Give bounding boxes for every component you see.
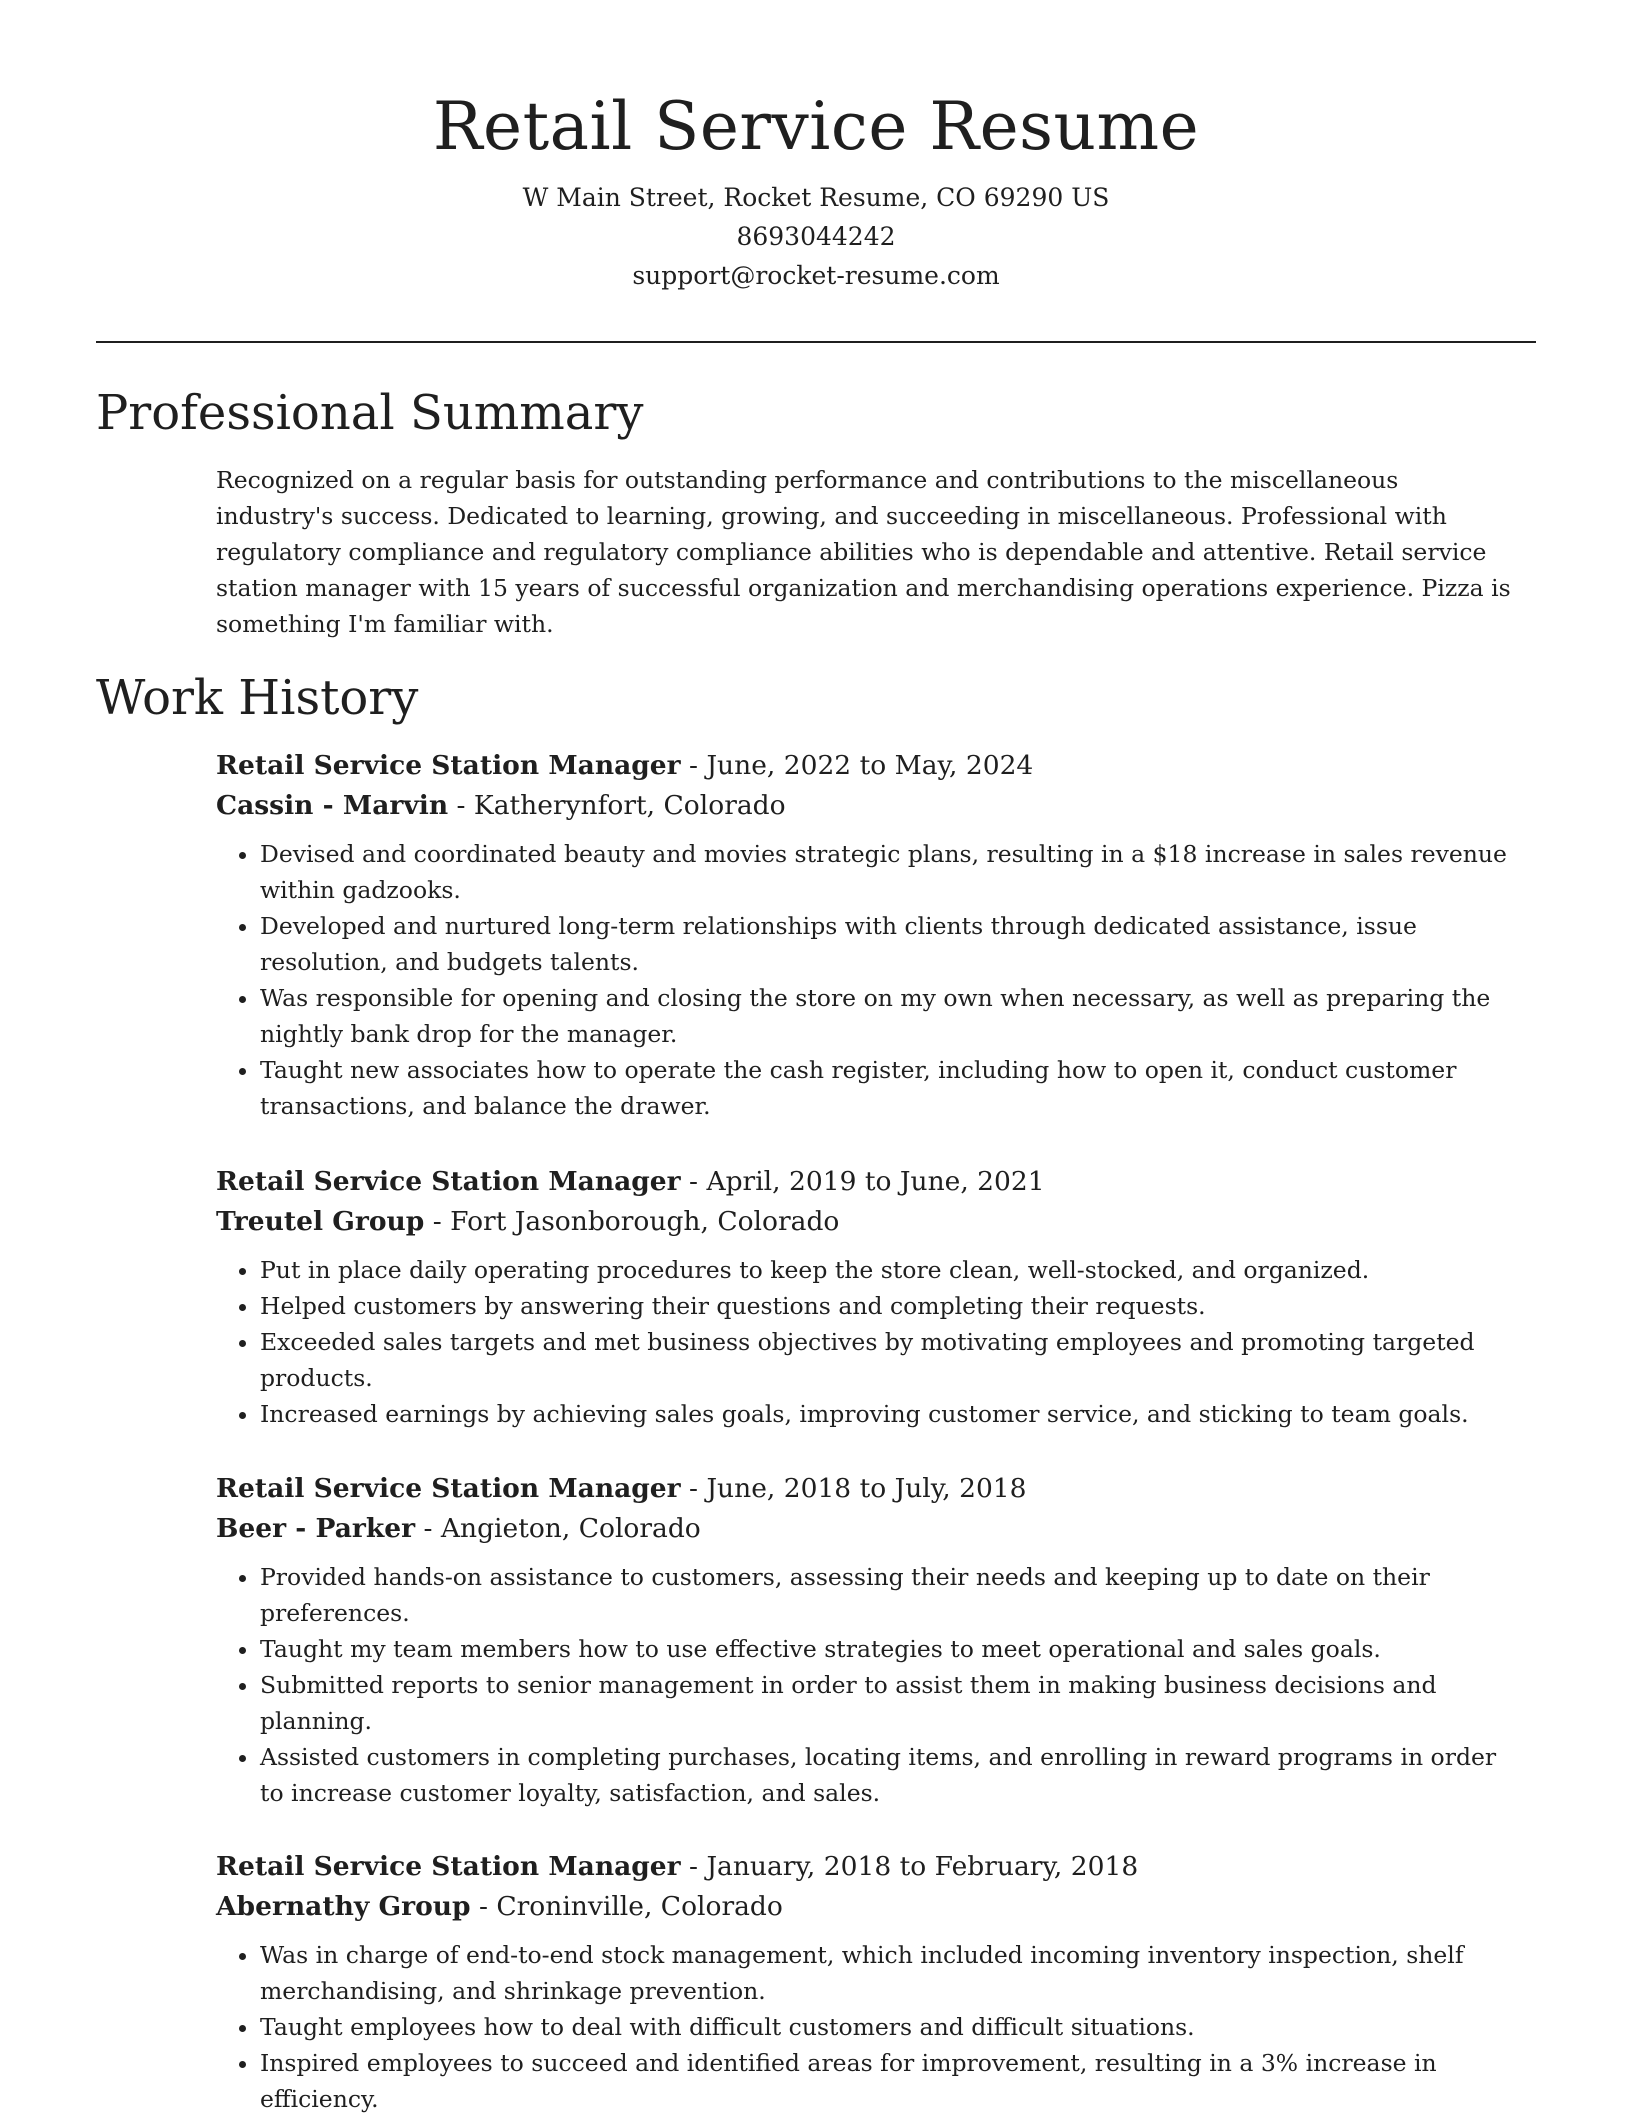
resume-header (96, 82, 1536, 295)
job-entry (216, 1847, 1526, 2117)
separator: - (680, 1166, 707, 1197)
job-duty-item: • Submitted reports to senior management in order to assist them in making business decisions and planning. (260, 1667, 1526, 1739)
job-dates: January, 2018 to February, 2018 (706, 1851, 1139, 1882)
job-company-line (216, 1202, 1526, 1242)
job-duty-item: • Devised and coordinated beauty and movies strategic plans, resulting in a $18 increase in sales revenue within gadzooks. (260, 836, 1526, 908)
header-divider (96, 341, 1536, 343)
separator: - (470, 1891, 497, 1922)
job-duties-list (216, 1559, 1526, 1811)
job-location: Fort Jasonborough, Colorado (450, 1206, 840, 1237)
job-duty-item: • Helped customers by answering their questions and completing their requests. (260, 1288, 1526, 1324)
job-title-line (216, 746, 1526, 786)
professional-summary-heading: Professional Summary (96, 385, 644, 441)
job-duty-item: • Was in charge of end-to-end stock management, which included incoming inventory inspection, shelf merchandising, and shrinkage prevention. (260, 1937, 1526, 2009)
job-title: Retail Service Station Manager (216, 1473, 681, 1504)
job-duty-item: • Taught new associates how to operate the cash register, including how to open it, conduct customer transactions, and balance the drawer. (260, 1052, 1526, 1124)
job-title-line (216, 1469, 1526, 1509)
separator: - (448, 790, 474, 821)
job-dates: June, 2022 to May, 2024 (706, 750, 1034, 781)
separator: - (680, 1851, 707, 1882)
job-duties-list (216, 1252, 1526, 1432)
job-duty-item: • Assisted customers in completing purchases, locating items, and enrolling in reward programs in order to increase customer loyalty, satisfaction, and sales. (260, 1739, 1526, 1811)
professional-summary-text: Recognized on a regular basis for outstanding performance and contributions to the miscellaneous industry's success. Dedicated to learning, growing, and succeeding in miscellaneous. Professional with regulatory compliance and regulatory compliance abilities who is dependable and attentive. Retail service station manager with 15 years of successful organization and merchandising operations experience. Pizza is something I'm familiar with. (216, 466, 1511, 638)
job-duties-list (216, 836, 1526, 1124)
work-history-heading: Work History (96, 670, 419, 726)
job-duty-item: • Exceeded sales targets and met business objectives by motivating employees and promoting targeted products. (260, 1324, 1526, 1396)
job-location: Croninville, Colorado (496, 1891, 783, 1922)
job-company-line (216, 1509, 1526, 1549)
job-duty-item: • Provided hands-on assistance to customers, assessing their needs and keeping up to date on their preferences. (260, 1559, 1526, 1631)
separator: - (680, 750, 707, 781)
document-title: Retail Service Resume (432, 88, 1200, 165)
job-company: Cassin - Marvin (216, 790, 449, 821)
job-duty-item: • Taught my team members how to use effective strategies to meet operational and sales goals. (260, 1631, 1526, 1667)
contact-address: W Main Street, Rocket Resume, CO 69290 US (522, 183, 1110, 212)
job-location: Angieton, Colorado (440, 1513, 701, 1544)
contact-phone: 8693044242 (736, 222, 896, 251)
job-duty-item: • Developed and nurtured long-term relationships with clients through dedicated assistance, issue resolution, and budgets talents. (260, 908, 1526, 980)
job-company-line (216, 786, 1526, 826)
job-entry (216, 1162, 1526, 1432)
job-dates: June, 2018 to July, 2018 (706, 1473, 1027, 1504)
job-title: Retail Service Station Manager (216, 750, 681, 781)
job-company-line (216, 1887, 1526, 1927)
job-title-line (216, 1162, 1526, 1202)
job-duty-item: • Put in place daily operating procedures to keep the store clean, well-stocked, and organized. (260, 1252, 1526, 1288)
separator: - (415, 1513, 441, 1544)
job-entry (216, 1469, 1526, 1811)
contact-email: support@rocket-resume.com (632, 261, 1000, 290)
separator: - (424, 1206, 451, 1237)
job-title: Retail Service Station Manager (216, 1851, 681, 1882)
job-company: Abernathy Group (216, 1891, 471, 1922)
job-dates: April, 2019 to June, 2021 (706, 1166, 1045, 1197)
job-location: Katherynfort, Colorado (473, 790, 786, 821)
job-duty-item: • Increased earnings by achieving sales goals, improving customer service, and sticking to team goals. (260, 1396, 1526, 1432)
job-title: Retail Service Station Manager (216, 1166, 681, 1197)
job-duty-item: • Taught employees how to deal with difficult customers and difficult situations. (260, 2009, 1526, 2045)
job-duty-item: • Inspired employees to succeed and identified areas for improvement, resulting in a 3% increase in efficiency. (260, 2045, 1526, 2117)
job-entry (216, 746, 1526, 1124)
job-duty-item: • Was responsible for opening and closing the store on my own when necessary, as well as preparing the nightly bank drop for the manager. (260, 980, 1526, 1052)
separator: - (680, 1473, 707, 1504)
job-company: Treutel Group (216, 1206, 425, 1237)
job-company: Beer - Parker (216, 1513, 416, 1544)
job-title-line (216, 1847, 1526, 1887)
job-duties-list (216, 1937, 1526, 2117)
